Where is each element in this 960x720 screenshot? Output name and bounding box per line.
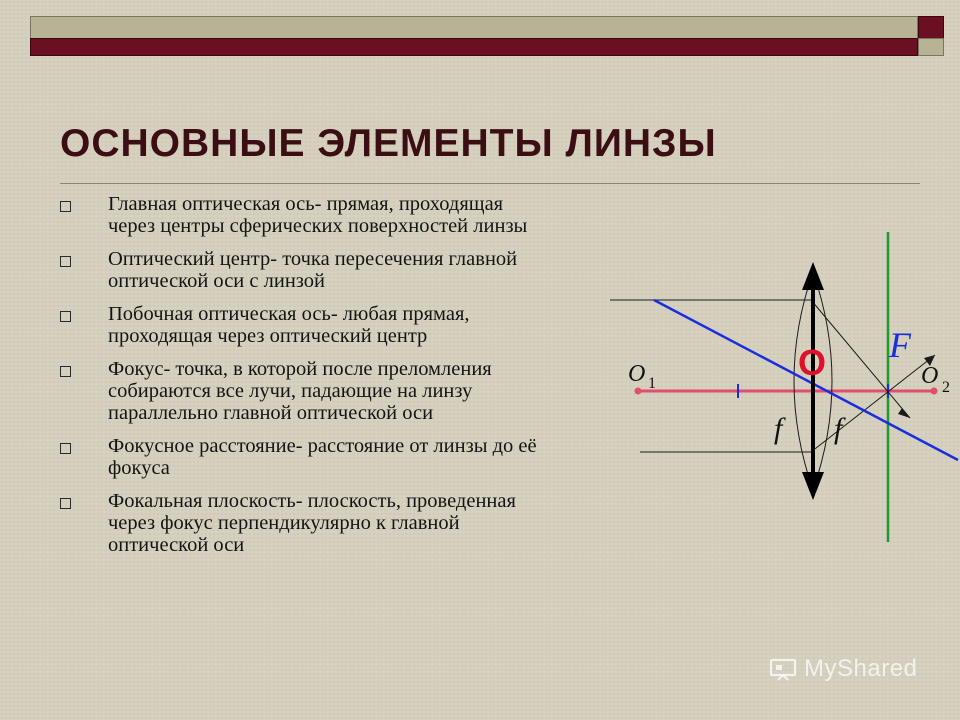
bullet-item: [60, 435, 550, 479]
bullet-item: [60, 358, 550, 424]
bullet-item: [60, 248, 550, 292]
label-o2: O: [921, 363, 939, 389]
title-underline: [60, 183, 920, 184]
axis-endpoint-left: [635, 388, 642, 395]
watermark-text: MyShared: [804, 655, 918, 682]
top-decor-bar-dark: [30, 38, 918, 56]
square-bullet-icon: [60, 201, 71, 212]
bullet-text: Оптический центр- точка пересечения главной оптической оси с линзой: [108, 248, 518, 292]
bullet-text: Фокус- точка, в которой после преломления собираются все лучи, падающие на линзу параллельно главной оптической оси: [108, 358, 492, 424]
square-bullet-icon: [60, 311, 71, 322]
lens-arrow-head-bottom: [802, 472, 824, 500]
bullet-text: Побочная оптическая ось- любая прямая, проходящая через оптический центр: [108, 303, 470, 347]
slide-title: ОСНОВНЫЕ ЭЛЕМЕНТЫ ЛИНЗЫ: [60, 122, 717, 165]
square-bullet-icon: [60, 256, 71, 267]
watermark: [768, 655, 917, 683]
label-o2-sub: 2: [942, 379, 950, 396]
square-bullet-icon: [60, 498, 71, 509]
bullet-item: [60, 490, 550, 556]
bullet-text: Главная оптическая ось- прямая, проходящая через центры сферических поверхностей линзы: [108, 193, 528, 237]
label-focus: F: [889, 325, 911, 365]
bullet-text: Фокусное расстояние- расстояние от линзы до её фокуса: [108, 435, 537, 479]
label-focal-length-right: f: [834, 412, 843, 445]
lens-diagram: [600, 225, 960, 555]
ray-arrowhead: [898, 408, 910, 418]
lens-arrow-head-top: [802, 262, 824, 290]
label-optical-center: O: [798, 342, 827, 383]
corner-decor-dark: [918, 16, 944, 40]
square-bullet-icon: [60, 443, 71, 454]
presentation-board-icon: [768, 657, 798, 681]
bullet-item: [60, 303, 550, 347]
top-decor-bar-light: [30, 16, 918, 40]
bullet-item: [60, 193, 550, 237]
bullet-text: Фокальная плоскость- плоскость, проведенная через фокус перпендикулярно к главной оптической оси: [108, 490, 516, 556]
label-o1: O: [628, 361, 646, 387]
corner-decor-light: [918, 38, 944, 56]
label-o1-sub: 1: [648, 375, 656, 392]
square-bullet-icon: [60, 366, 71, 377]
bullet-list: [60, 193, 550, 567]
label-focal-length-left: f: [774, 412, 783, 445]
